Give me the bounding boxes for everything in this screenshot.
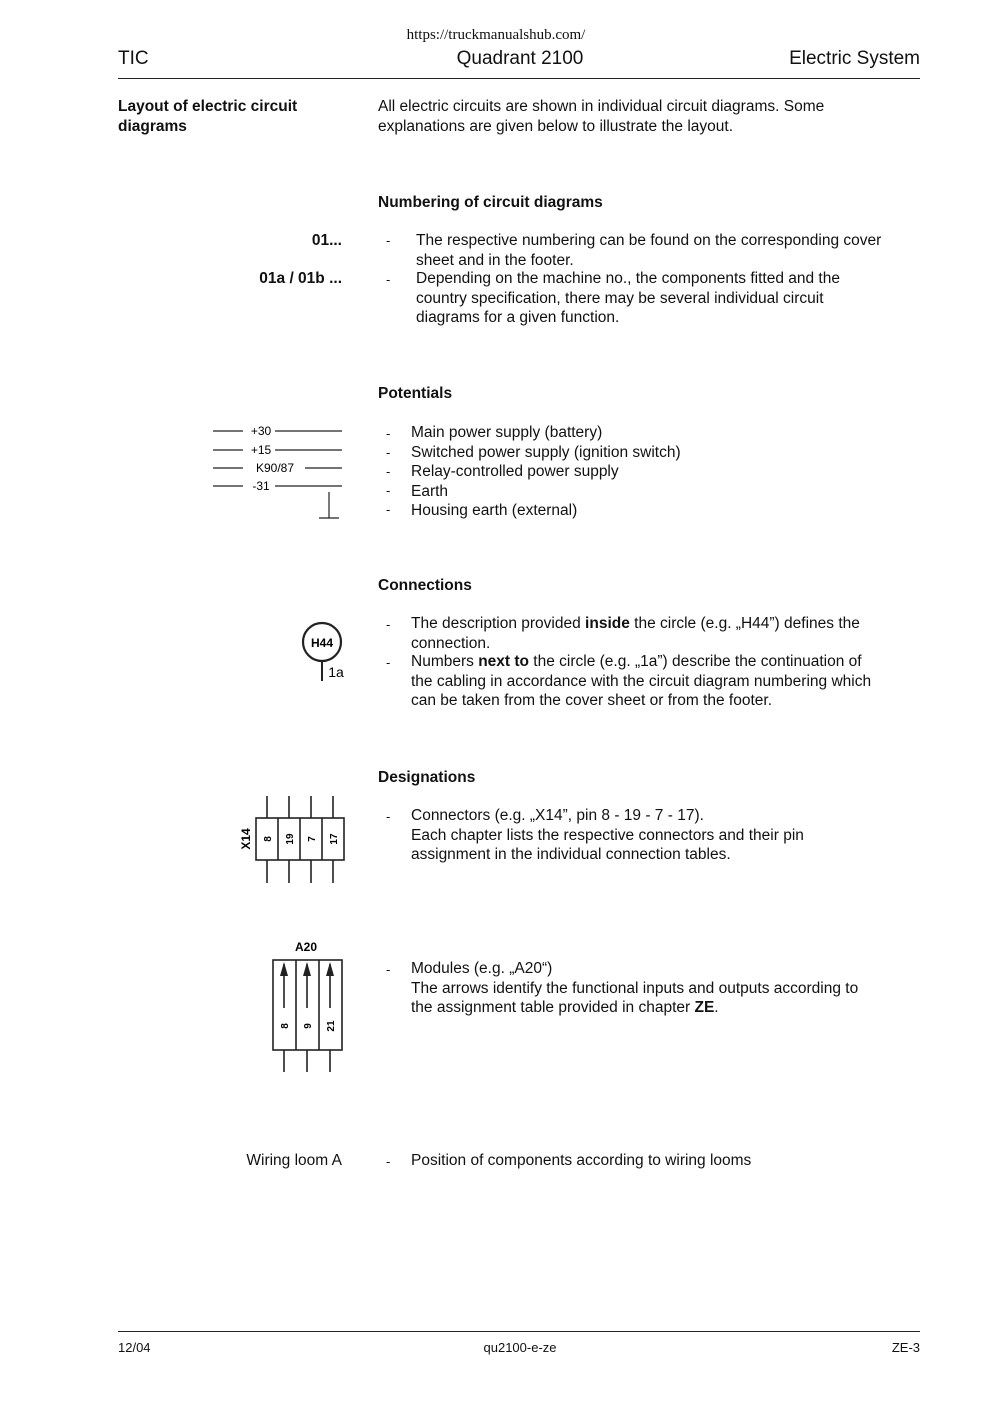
connector-text: Connectors (e.g. „X14”, pin 8 - 19 - 7 - 17). Each chapter lists the respective connectors and their pin assignment in the individual connection tables. [411,807,804,863]
wiring-loom-text: Position of components according to wiring looms [411,1152,752,1169]
bullet-dash: - [386,1154,391,1169]
designations-heading: Designations [378,769,476,786]
potential-label: -31 [252,479,270,493]
section-intro: All electric circuits are shown in individual circuit diagrams. Some explanations are given below to illustrate the layout. [378,98,825,135]
watermark-url: https://truckmanualshub.com/ [406,27,586,43]
header-center: Quadrant 2100 [456,48,584,69]
numbering-label-1: 01... [311,232,342,249]
bullet-dash: - [386,426,391,441]
module-pin: 21 [326,1020,337,1032]
module-a20-icon [262,938,352,1078]
bullet-dash: - [386,233,391,248]
footer-date: 12/04 [118,1340,151,1355]
connections-text-2: Numbers next to the circle (e.g. „1a”) describe the continuation of the cabling in accordance with the circuit diagram numbering which can be taken from the cover sheet or from the footer. [411,653,872,709]
footer-doc-id: qu2100-e-ze [483,1340,557,1355]
header-rule [118,78,920,79]
connections-heading: Connections [378,577,472,594]
bullet-dash: - [386,464,391,479]
potentials-list: Main power supply (battery) Switched power supply (ignition switch) Relay-controlled power supply Earth Housing earth (external) [411,424,681,519]
bullet-dash: - [386,445,391,460]
connector-pin: 8 [263,836,274,842]
connection-circle-label: H44 [310,636,334,650]
connector-pin: 17 [329,833,340,845]
potential-label: +30 [250,424,272,438]
module-pin: 9 [303,1023,314,1029]
potential-label: K90/87 [255,461,295,475]
footer-rule [118,1331,920,1332]
numbering-text-1: The respective numbering can be found on the corresponding cover sheet and in the footer. [416,232,882,269]
numbering-heading: Numbering of circuit diagrams [378,194,603,211]
potentials-symbol-icon [205,420,350,525]
footer-page-number: ZE-3 [891,1340,920,1355]
bullet-dash: - [386,962,391,977]
bullet-dash: - [386,655,391,670]
connector-label: X14 [239,828,253,850]
bullet-dash: - [386,502,391,517]
bullet-dash: - [386,483,391,498]
potential-label: +15 [250,443,272,457]
header-right: Electric System [789,48,920,69]
numbering-label-2: 01a / 01b ... [259,270,342,287]
module-pin: 8 [280,1023,291,1029]
header-left: TIC [118,48,149,69]
module-label: A20 [294,940,318,954]
continuation-label: 1a [328,664,344,680]
wiring-loom-label: Wiring loom A [246,1152,342,1169]
connector-x14-icon [236,794,348,886]
connection-circle-icon [298,615,350,683]
connections-text-1: The description provided inside the circle (e.g. „H44”) defines the connection. [411,615,860,652]
section-title: Layout of electric circuit diagrams [118,98,298,135]
connector-pin: 7 [307,836,318,842]
connector-pin: 19 [285,833,296,845]
bullet-dash: - [386,272,391,287]
potentials-heading: Potentials [378,385,453,402]
numbering-text-2: Depending on the machine no., the components fitted and the country specification, there may be several individual circuit diagrams for a given function. [416,270,840,326]
bullet-dash: - [386,617,391,632]
module-text: Modules (e.g. „A20“) The arrows identify the functional inputs and outputs according to the assignment table provided in chapter ZE. [411,960,859,1016]
bullet-dash: - [386,809,391,824]
